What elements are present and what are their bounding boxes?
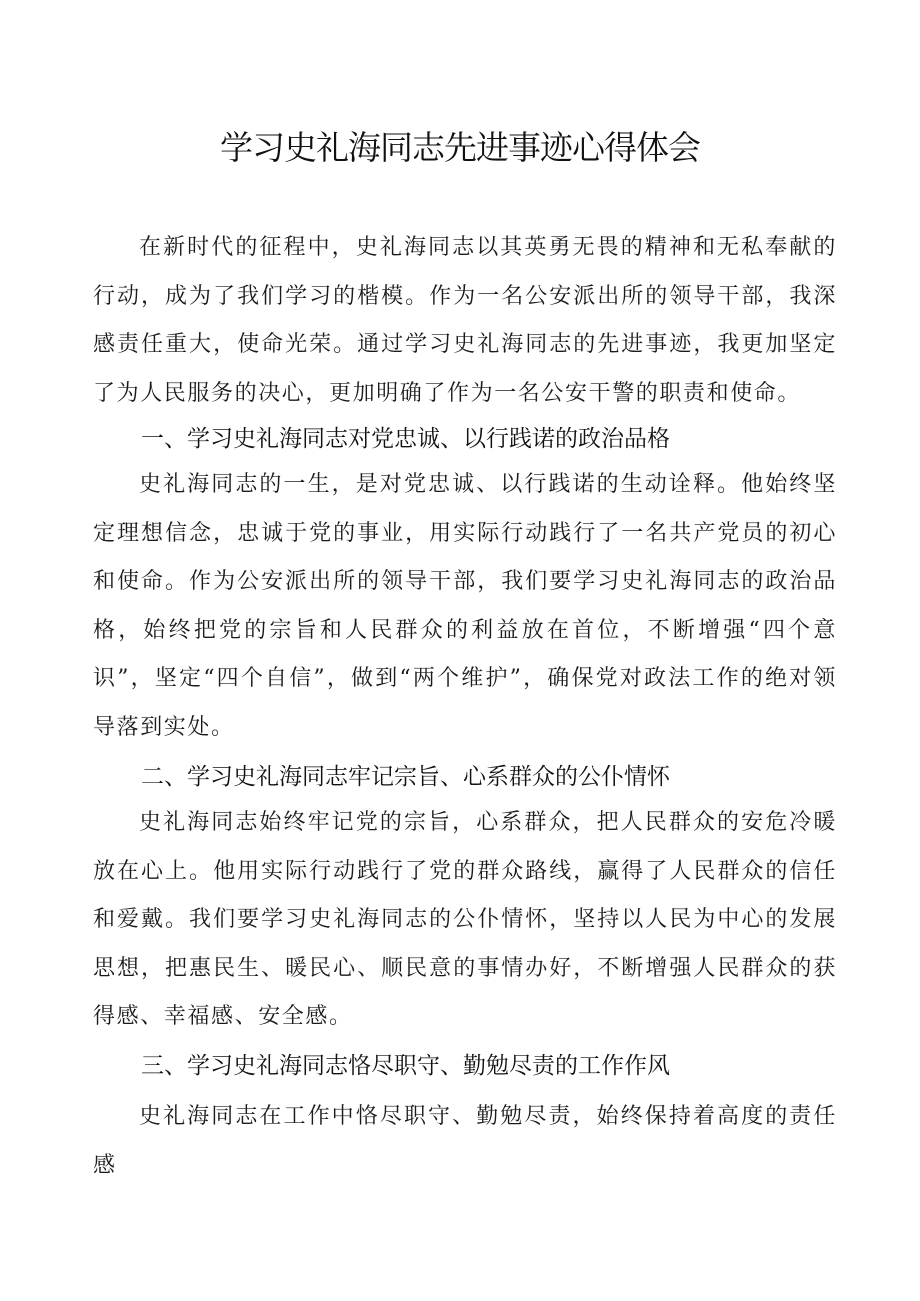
- section-1-heading: 一、学习史礼海同志对党忠诚、以行践诺的政治品格: [141, 426, 670, 452]
- document-title: 学习史礼海同志先进事迹心得体会: [220, 128, 700, 167]
- section-3-paragraph: 史礼海同志在工作中恪尽职守、勤勉尽责，始终保持着高度的责任感: [93, 1104, 837, 1178]
- intro-paragraph: 在新时代的征程中，史礼海同志以其英勇无畏的精神和无私奉献的行动，成为了我们学习的楷模。作为一名公安派出所的领导干部，我深感责任重大，使命光荣。通过学习史礼海同志的先进事迹，我更加坚定了为人民服务的决心，更加明确了作为一名公安干警的职责和使命。: [93, 235, 837, 406]
- section-2-paragraph: 史礼海同志始终牢记党的宗旨，心系群众，把人民群众的安危冷暖放在心上。他用实际行动践行了党的群众路线，赢得了人民群众的信任和爱戴。我们要学习史礼海同志的公仆情怀，坚持以人民为中心的发展思想，把惠民生、暖民心、顺民意的事情办好，不断增强人民群众的获得感、幸福感、安全感。: [93, 810, 837, 1029]
- section-3-heading: 三、学习史礼海同志恪尽职守、勤勉尽责的工作作风: [141, 1053, 670, 1079]
- section-2-heading: 二、学习史礼海同志牢记宗旨、心系群众的公仆情怀: [141, 764, 670, 790]
- section-1-paragraph: 史礼海同志的一生，是对党忠诚、以行践诺的生动诠释。他始终坚定理想信念，忠诚于党的事业，用实际行动践行了一名共产党员的初心和使命。作为公安派出所的领导干部，我们要学习史礼海同志的政治品格，始终把党的宗旨和人民群众的利益放在首位，不断增强“四个意识”，坚定“四个自信”，做到“两个维护”，确保党对政法工作的绝对领导落到实处。: [93, 472, 837, 740]
